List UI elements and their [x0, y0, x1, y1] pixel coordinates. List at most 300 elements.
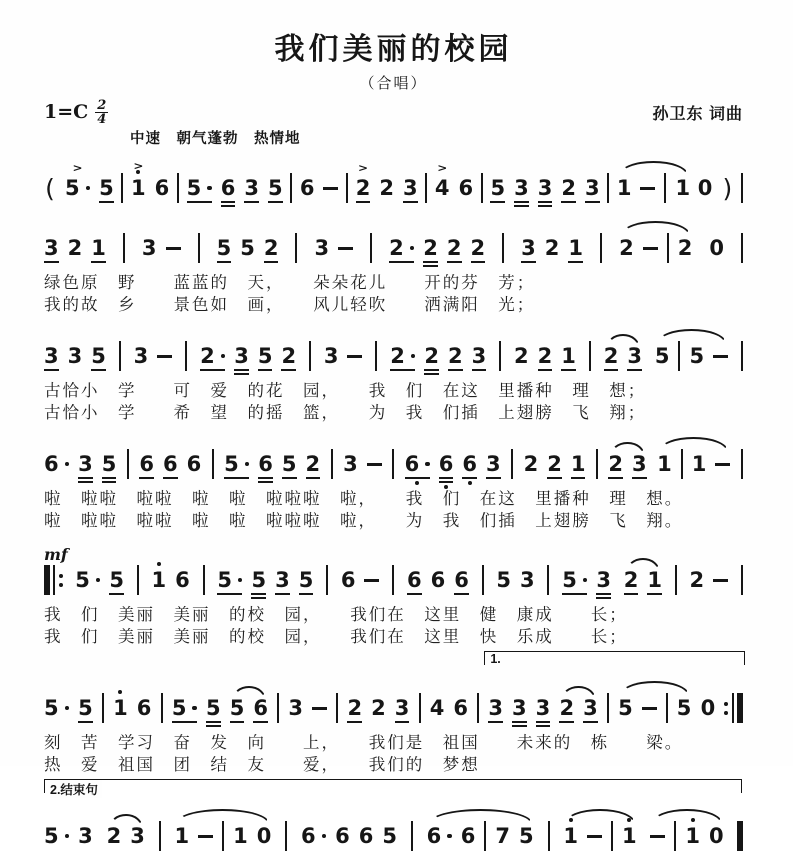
- note-token: 5: [44, 698, 69, 719]
- barline: [589, 341, 591, 371]
- octave-dot-above: [157, 562, 161, 566]
- note-token: 1: [647, 570, 662, 591]
- note-row: [44, 432, 743, 484]
- underline: [299, 593, 314, 595]
- underline: [423, 265, 438, 267]
- barline: [177, 173, 179, 203]
- music-system: [44, 156, 743, 208]
- underline: [447, 261, 462, 263]
- note-token: 5: [102, 454, 117, 475]
- barline: [425, 173, 427, 203]
- barline: [198, 233, 200, 263]
- note-token: 2: [447, 238, 462, 259]
- note-segment: [514, 343, 576, 368]
- underline: [439, 481, 454, 483]
- underline: [514, 205, 529, 207]
- note-token: 3: [538, 178, 553, 199]
- tie-segment: [174, 821, 271, 851]
- note-segment: [113, 695, 152, 720]
- underline: [596, 593, 611, 595]
- note-token: 1: [675, 175, 691, 200]
- note-token: 6: [462, 454, 477, 475]
- underline: [514, 201, 529, 203]
- note-token: 3: [78, 454, 93, 475]
- note-segment: [309, 341, 311, 371]
- note-token: 3: [520, 567, 535, 592]
- underline: [347, 721, 362, 723]
- note-token: 2: [547, 454, 562, 475]
- underline: [102, 477, 117, 479]
- note-segment: [502, 233, 504, 263]
- note-row: [44, 548, 743, 600]
- barline: [484, 821, 486, 851]
- barline: [674, 821, 676, 851]
- note-segment: [161, 693, 163, 723]
- note-token: 1: [113, 698, 128, 719]
- underline: [102, 481, 117, 483]
- augmentation-dot: [411, 354, 416, 359]
- augmentation-dot: [410, 246, 415, 251]
- accent-mark: >: [72, 161, 83, 174]
- note-segment: [323, 343, 363, 368]
- barline: [370, 233, 372, 263]
- underline: [281, 369, 296, 371]
- note-token: 6: [154, 175, 170, 200]
- dash-note: [642, 707, 657, 710]
- music-system: [44, 324, 743, 424]
- note-segment: [547, 565, 549, 595]
- note-token: 2: [523, 451, 539, 476]
- note-token: 3: [141, 235, 157, 260]
- note-token: 1: [233, 823, 248, 848]
- note-token: 3: [314, 235, 330, 260]
- note-segment: [589, 341, 591, 371]
- underline: [454, 593, 469, 595]
- dash-note: [643, 247, 658, 250]
- note-segment: [336, 693, 338, 723]
- dash: [713, 355, 728, 358]
- dash: [166, 247, 181, 250]
- augmentation-dot: [583, 578, 588, 583]
- note-token: 5: [75, 570, 100, 591]
- barline: [375, 341, 377, 371]
- note-token: 1: [622, 826, 637, 847]
- note-token: 2: [471, 238, 486, 259]
- augmentation-dot: [96, 578, 101, 583]
- volta-label: 1.: [490, 652, 504, 666]
- note-segment: [488, 695, 551, 720]
- barline: [119, 341, 121, 371]
- note-segment: [482, 565, 484, 595]
- note-token: 3: [583, 698, 598, 719]
- barline: [607, 173, 609, 203]
- note-segment: [133, 343, 173, 368]
- underline: [424, 373, 439, 375]
- underline: [99, 201, 114, 203]
- note-token: 3: [275, 570, 290, 591]
- barline: [411, 821, 413, 851]
- final-barline: [737, 821, 743, 851]
- note-segment: [224, 451, 321, 476]
- note-segment: [326, 565, 328, 595]
- time-signature: [95, 97, 108, 127]
- note-token: 2: [67, 235, 83, 260]
- note-token: 3: [133, 343, 149, 368]
- note-segment: [600, 233, 602, 263]
- note-segment: [392, 449, 394, 479]
- note-token: 5: [78, 698, 93, 719]
- volta-line: [44, 779, 742, 797]
- note-segment: [121, 173, 123, 203]
- note-row: [44, 216, 743, 268]
- note-segment: [198, 233, 200, 263]
- note-segment: [370, 233, 372, 263]
- note-token: 6: [340, 567, 356, 592]
- note-token: 2: [371, 695, 386, 720]
- underline: [356, 201, 371, 203]
- note-segment: [429, 695, 468, 720]
- accent-mark: >: [133, 159, 144, 172]
- note-token: 5: [224, 454, 249, 475]
- dash-note: [713, 355, 728, 358]
- note-token: 3: [512, 698, 527, 719]
- meta-row: [44, 99, 743, 125]
- octave-dot-above: [627, 818, 631, 822]
- volta-line: [484, 651, 745, 665]
- note-row: [44, 324, 743, 376]
- note-segment: [186, 175, 283, 200]
- tie-segment: [608, 451, 647, 476]
- note-token: 5 >: [65, 178, 90, 199]
- octave-dot-above: [569, 818, 573, 822]
- underline: [403, 201, 418, 203]
- note-token: 2: [677, 235, 693, 260]
- underline: [405, 477, 430, 479]
- note-token: 6: [427, 826, 452, 847]
- dash-note: [715, 463, 730, 466]
- note-segment: [411, 821, 413, 851]
- note-token: 5: [206, 698, 221, 719]
- note-token: 7: [495, 823, 511, 848]
- dash: [198, 835, 213, 838]
- augmentation-dot: [221, 354, 226, 359]
- note-segment: [343, 451, 382, 476]
- note-segment: [689, 567, 729, 592]
- note-segment: [44, 161, 114, 203]
- underline: [624, 593, 639, 595]
- barline: [123, 233, 125, 263]
- note-token: 1: [568, 238, 583, 259]
- note-token: 5: [240, 235, 255, 260]
- underline: [571, 477, 586, 479]
- dash: [642, 707, 657, 710]
- underline: [647, 593, 662, 595]
- note-token: 1: [571, 454, 586, 475]
- note-token: 6: [44, 454, 69, 475]
- note-segment: [299, 175, 339, 200]
- note-segment: [217, 567, 314, 592]
- lyric-row: 啦 啦啦 啦啦 啦 啦 啦啦啦 啦， 为 我 们插 上翅膀 飞 翔。: [44, 512, 684, 530]
- octave-dot-below: [468, 481, 472, 485]
- note-segment: [700, 695, 716, 720]
- note-token: 2: [561, 178, 576, 199]
- note-token: 6: [139, 454, 154, 475]
- dash-note: [157, 355, 172, 358]
- augmentation-dot: [192, 706, 197, 711]
- tie-segment: [650, 821, 723, 851]
- underline: [568, 261, 583, 263]
- augmentation-dot: [86, 186, 91, 191]
- note-token: 3: [488, 698, 503, 719]
- underline: [221, 201, 236, 203]
- note-segment: [697, 173, 734, 203]
- note-segment: [288, 695, 327, 720]
- underline: [559, 721, 574, 723]
- underline: [251, 597, 266, 599]
- note-token: 2: [514, 343, 529, 368]
- note-token: 1 >: [131, 159, 146, 200]
- note-segment: [171, 695, 221, 720]
- note-token: 1: [616, 175, 632, 200]
- dash-note: [198, 835, 213, 838]
- note-token: 5: [230, 698, 245, 719]
- underline: [547, 477, 562, 479]
- note-token: 6: [430, 567, 446, 592]
- note-token: 6: [358, 823, 374, 848]
- note-segment: [548, 821, 550, 851]
- note-token: 6: [175, 567, 190, 592]
- note-segment: [44, 695, 93, 720]
- underline: [521, 261, 536, 263]
- barline: [127, 449, 129, 479]
- underline: [306, 477, 321, 479]
- barline: [392, 565, 394, 595]
- note-segment: [44, 565, 63, 595]
- tie-segment: [657, 449, 730, 479]
- note-token: 2: [608, 454, 623, 475]
- note-segment: [523, 451, 586, 476]
- note-token: 5: [689, 343, 705, 368]
- note-segment: [709, 235, 724, 260]
- lyric-row: 刻 苦 学习 奋 发 向 上， 我们是 祖国 未来的 栋 梁。: [44, 734, 684, 752]
- dash-note: [347, 355, 362, 358]
- barline: [102, 693, 104, 723]
- note-segment: [127, 449, 129, 479]
- dash-note: [323, 187, 338, 190]
- note-token: 3: [486, 454, 501, 475]
- barline: [392, 449, 394, 479]
- composer-credit: 孙卫东 词曲: [652, 105, 743, 123]
- subtitle: （合唱）: [359, 75, 428, 92]
- note-row: [44, 156, 743, 208]
- note-segment: [102, 693, 104, 723]
- dash: [643, 247, 658, 250]
- underline: [91, 261, 106, 263]
- underline: [471, 261, 486, 263]
- note-token: 5: [172, 698, 197, 719]
- dash: [338, 247, 353, 250]
- note-token: 2 >: [356, 178, 371, 199]
- underline: [538, 205, 553, 207]
- repeat-dots: [59, 574, 63, 587]
- note-segment: [137, 565, 139, 595]
- barline: [212, 449, 214, 479]
- note-segment: [389, 235, 486, 260]
- dash: [587, 835, 602, 838]
- note-segment: [44, 823, 93, 848]
- note-segment: [434, 161, 474, 200]
- note-token: 6: [458, 175, 474, 200]
- dash-note: [640, 187, 655, 190]
- barline: [346, 173, 348, 203]
- note-segment: [741, 341, 743, 371]
- barline: [309, 341, 311, 371]
- augmentation-dot: [425, 462, 430, 467]
- underline: [172, 721, 197, 723]
- page-title: 我们美丽的校园: [274, 32, 513, 67]
- barline: [741, 449, 743, 479]
- dash: [364, 579, 379, 582]
- note-token: 3: [403, 178, 418, 199]
- music-system: [44, 804, 743, 856]
- barline: [295, 233, 297, 263]
- note-segment: [277, 693, 279, 723]
- note-token: 5: [217, 238, 232, 259]
- dash: [312, 707, 327, 710]
- barline: [741, 173, 743, 203]
- note-segment: [407, 567, 469, 592]
- tie-segment: [655, 341, 728, 371]
- note-token: 5: [282, 454, 297, 475]
- dash: [650, 835, 665, 838]
- note-segment: [141, 235, 181, 260]
- key-label: 1=C: [44, 101, 89, 123]
- note-token: 5: [258, 346, 273, 367]
- note-token: 2: [389, 238, 414, 259]
- note-token: 6: [186, 451, 202, 476]
- music-system: [44, 545, 743, 668]
- note-row: [44, 804, 743, 856]
- underline: [627, 369, 642, 371]
- dash-note: [367, 463, 382, 466]
- note-segment: [490, 175, 600, 200]
- barline: [499, 341, 501, 371]
- dash-note: [587, 835, 602, 838]
- note-segment: [481, 173, 483, 203]
- note-token: 3: [323, 343, 339, 368]
- note-segment: [521, 235, 584, 260]
- time-signature-numerator: 2: [97, 97, 107, 113]
- underline: [78, 721, 93, 723]
- note-segment: [607, 693, 609, 723]
- lyric-row: 古恰小 学 希 望 的摇 篮， 为 我 们插 上翅膀 飞 翔；: [44, 404, 647, 422]
- tie-segment: [229, 695, 269, 720]
- note-token: 5: [251, 570, 266, 591]
- note-token: 3: [596, 570, 611, 591]
- underline: [488, 721, 503, 723]
- note-token: 6: [301, 826, 326, 847]
- underline: [78, 481, 93, 483]
- dash-note: [338, 247, 353, 250]
- note-segment: [596, 449, 598, 479]
- note-segment: [139, 451, 202, 476]
- note-token: 6: [221, 178, 236, 199]
- dash-note: [364, 579, 379, 582]
- barline: [121, 173, 123, 203]
- barline: [600, 233, 602, 263]
- note-segment: [203, 565, 205, 595]
- augmentation-dot: [207, 186, 212, 191]
- note-segment: [123, 233, 125, 263]
- note-token: ): [722, 173, 733, 203]
- note-token: 5: [519, 823, 534, 848]
- note-segment: [499, 341, 501, 371]
- lyric-row: 绿色原 野 蓝蓝的 天， 朵朵花儿 开的芬 芳；: [44, 274, 536, 292]
- note-token: 5: [490, 178, 505, 199]
- dynamic-mark: mf: [44, 545, 68, 564]
- underline: [390, 369, 415, 371]
- note-segment: [185, 341, 187, 371]
- underline: [439, 477, 454, 479]
- augmentation-dot: [447, 834, 452, 839]
- underline: [282, 477, 297, 479]
- lyric-row: 热 爱 祖国 团 结 友 爱， 我们的 梦想: [44, 756, 480, 774]
- underline: [221, 205, 236, 207]
- note-token: 4: [429, 695, 445, 720]
- note-token: 3: [632, 454, 647, 475]
- note-token: 6: [407, 570, 422, 591]
- note-segment: [285, 821, 287, 851]
- dash: [347, 355, 362, 358]
- note-token: 6: [405, 454, 430, 475]
- lyric-row: 我 们 美丽 美丽 的校 园， 我们在 这里 健 康成 长；: [44, 606, 628, 624]
- note-token: 6: [253, 698, 268, 719]
- note-token: 6: [258, 454, 273, 475]
- note-segment: [355, 161, 418, 200]
- note-token: 5: [299, 570, 314, 591]
- underline: [44, 261, 59, 263]
- tie-segment: [619, 233, 692, 263]
- underline: [253, 721, 268, 723]
- note-token: 5: [562, 570, 587, 591]
- barline: [596, 449, 598, 479]
- underline: [407, 593, 422, 595]
- score: [44, 156, 743, 856]
- note-token: 5: [382, 823, 398, 848]
- note-token: 3: [521, 238, 536, 259]
- barline: [511, 449, 513, 479]
- barline: [678, 341, 680, 371]
- note-token: 2: [604, 346, 619, 367]
- repeat-end-barline: [724, 693, 743, 723]
- note-token: 2: [200, 346, 225, 367]
- note-token: 3: [627, 346, 642, 367]
- barline: [675, 565, 677, 595]
- note-segment: [131, 159, 170, 200]
- note-token: 2: [264, 238, 279, 259]
- note-segment: [44, 343, 106, 368]
- underline: [512, 725, 527, 727]
- dash: [157, 355, 172, 358]
- underline: [562, 593, 587, 595]
- barline: [741, 565, 743, 595]
- dash: [640, 187, 655, 190]
- note-token: 5: [268, 178, 283, 199]
- barline: [161, 693, 163, 723]
- barline: [607, 693, 609, 723]
- underline: [224, 477, 249, 479]
- underline: [44, 369, 59, 371]
